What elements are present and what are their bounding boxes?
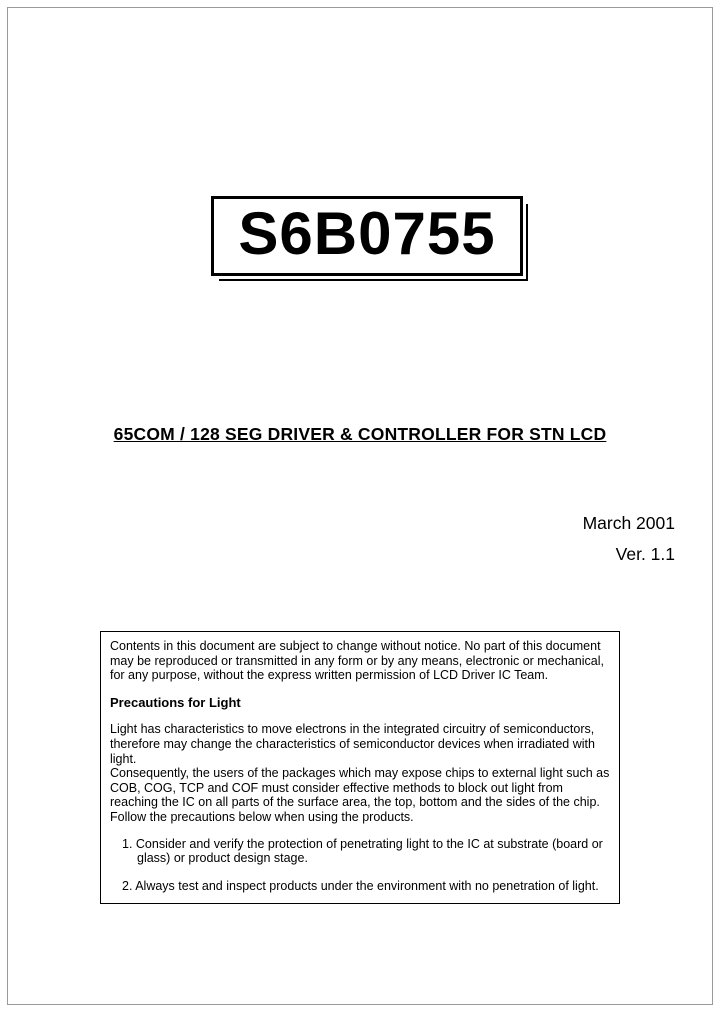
precaution-item-1: 1. Consider and verify the protection of penetrating light to the IC at substrate (board or glass) or product design stage. bbox=[122, 836, 603, 866]
precautions-paragraph-1: Light has characteristics to move electrons in the integrated circuitry of semiconductors, therefore may change the characteristics of semiconductor devices when irradiated with light. bbox=[110, 722, 595, 766]
document-subtitle: 65COM / 128 SEG DRIVER & CONTROLLER FOR STN LCD bbox=[113, 424, 607, 444]
precautions-list bbox=[122, 837, 610, 894]
version-label: Ver. 1.1 bbox=[615, 544, 675, 564]
precaution-item-2: 2. Always test and inspect products under the environment with no penetration of light. bbox=[122, 878, 599, 893]
chip-title-box bbox=[211, 196, 523, 276]
precautions-heading: Precautions for Light bbox=[110, 694, 241, 710]
copyright-notice: Contents in this document are subject to change without notice. No part of this document may be reproduced or transmitted in any form or by any means, electronic or mechanical, for any purpose, without the express written permission of LCD Driver IC Team. bbox=[110, 639, 604, 683]
chip-title: S6B0755 bbox=[238, 200, 496, 267]
precautions-paragraph-2: Consequently, the users of the packages which may expose chips to external light such as COB, COG, TCP and COF must consider effective methods to block out light from reaching the IC on all parts of the surface area, the top, bottom and the sides of the chip. Follow the precautions below when using the products. bbox=[110, 766, 610, 824]
notice-box bbox=[100, 631, 620, 904]
date-version-block bbox=[583, 508, 675, 570]
publication-date: March 2001 bbox=[582, 513, 675, 533]
